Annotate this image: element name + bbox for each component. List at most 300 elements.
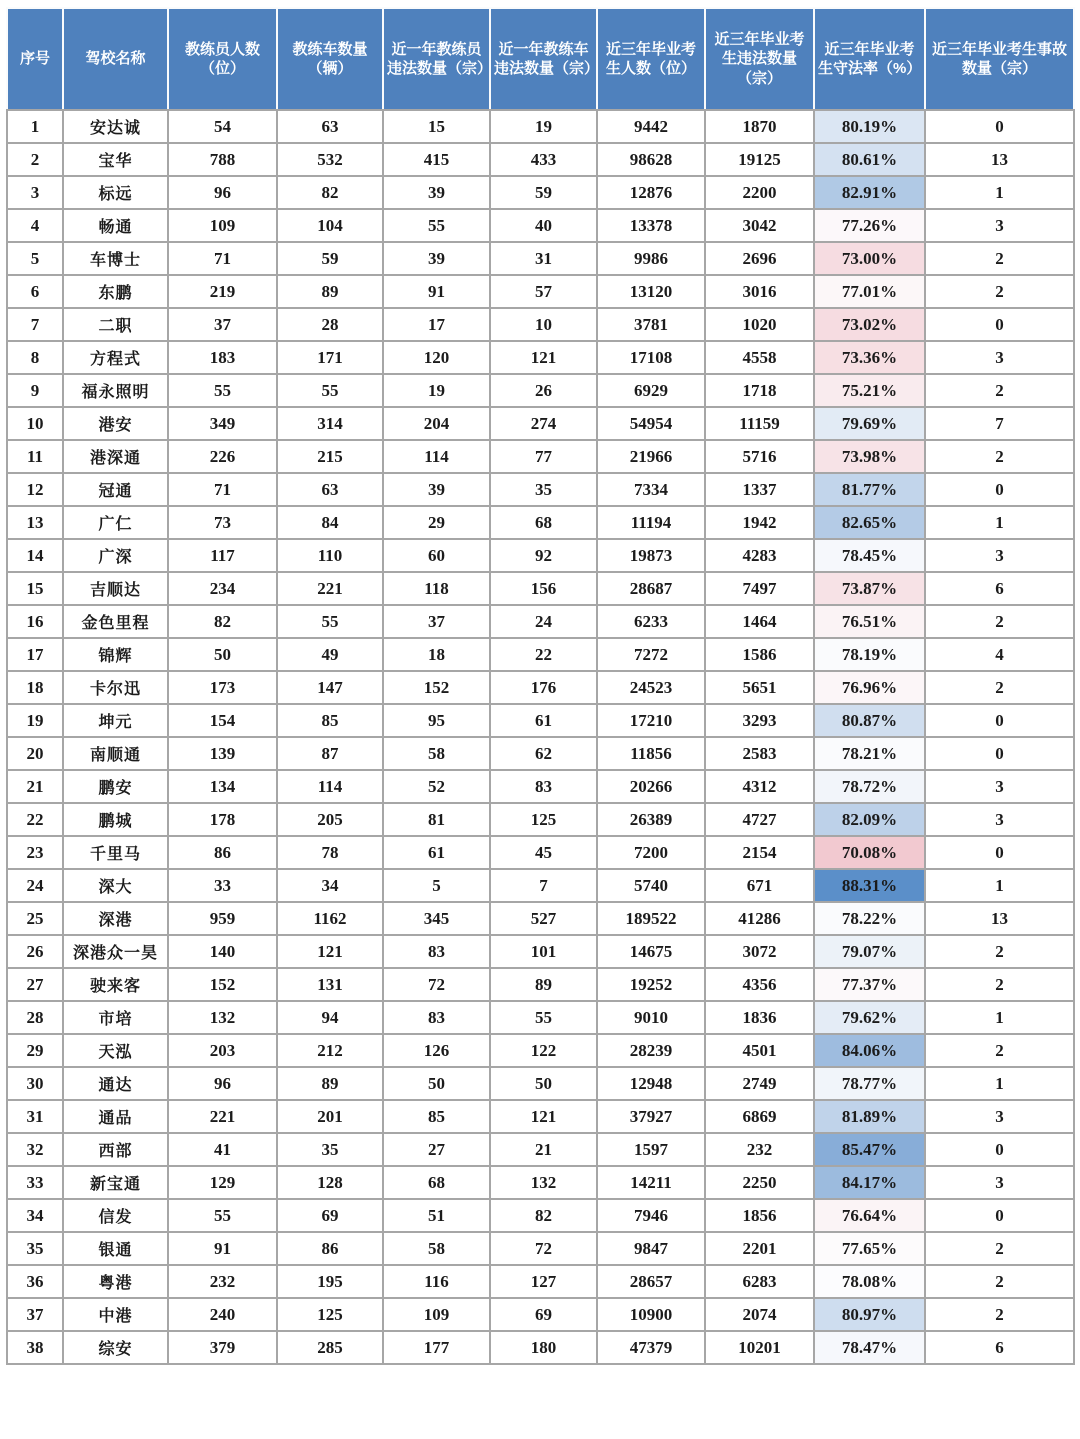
school-name-cell: 安达诚 — [63, 110, 168, 143]
serial-cell: 20 — [7, 737, 63, 770]
table-row — [7, 935, 1074, 968]
table-cell: 114 — [383, 440, 490, 473]
table-cell: 232 — [168, 1265, 277, 1298]
table-row — [7, 1265, 1074, 1298]
table-cell: 221 — [168, 1100, 277, 1133]
serial-cell: 25 — [7, 902, 63, 935]
table-cell: 83 — [383, 1001, 490, 1034]
table-cell: 85 — [277, 704, 383, 737]
table-cell: 5 — [383, 869, 490, 902]
school-name-cell: 深港 — [63, 902, 168, 935]
school-name-cell: 深港众一昊 — [63, 935, 168, 968]
serial-cell: 14 — [7, 539, 63, 572]
table-cell: 128 — [277, 1166, 383, 1199]
table-cell: 154 — [168, 704, 277, 737]
rate-cell: 73.98% — [814, 440, 925, 473]
table-cell: 91 — [168, 1232, 277, 1265]
table-cell: 2 — [925, 275, 1074, 308]
table-cell: 121 — [490, 1100, 597, 1133]
rate-cell: 82.91% — [814, 176, 925, 209]
table-cell: 7272 — [597, 638, 705, 671]
school-name-cell: 鹏城 — [63, 803, 168, 836]
school-name-cell: 东鹏 — [63, 275, 168, 308]
rate-cell: 80.61% — [814, 143, 925, 176]
table-cell: 35 — [490, 473, 597, 506]
table-cell: 2201 — [705, 1232, 814, 1265]
serial-cell: 3 — [7, 176, 63, 209]
table-cell: 11856 — [597, 737, 705, 770]
table-cell: 116 — [383, 1265, 490, 1298]
table-cell: 234 — [168, 572, 277, 605]
school-name-cell: 坤元 — [63, 704, 168, 737]
table-cell: 4312 — [705, 770, 814, 803]
table-row — [7, 605, 1074, 638]
serial-cell: 18 — [7, 671, 63, 704]
table-cell: 104 — [277, 209, 383, 242]
table-cell: 1020 — [705, 308, 814, 341]
table-cell: 140 — [168, 935, 277, 968]
serial-cell: 38 — [7, 1331, 63, 1364]
table-cell: 55 — [168, 1199, 277, 1232]
table-row — [7, 473, 1074, 506]
serial-cell: 30 — [7, 1067, 63, 1100]
school-name-cell: 畅通 — [63, 209, 168, 242]
rate-cell: 78.22% — [814, 902, 925, 935]
table-cell: 82 — [277, 176, 383, 209]
rate-cell: 73.87% — [814, 572, 925, 605]
table-cell: 177 — [383, 1331, 490, 1364]
table-cell: 532 — [277, 143, 383, 176]
rate-cell: 85.47% — [814, 1133, 925, 1166]
table-cell: 132 — [168, 1001, 277, 1034]
rate-cell: 78.21% — [814, 737, 925, 770]
table-cell: 24523 — [597, 671, 705, 704]
school-name-cell: 南顺通 — [63, 737, 168, 770]
table-cell: 0 — [925, 110, 1074, 143]
table-cell: 15 — [383, 110, 490, 143]
table-cell: 183 — [168, 341, 277, 374]
serial-cell: 24 — [7, 869, 63, 902]
table-row — [7, 407, 1074, 440]
table-row — [7, 1067, 1074, 1100]
table-cell: 7946 — [597, 1199, 705, 1232]
table-cell: 72 — [383, 968, 490, 1001]
table-cell: 77 — [490, 440, 597, 473]
table-cell: 89 — [277, 1067, 383, 1100]
table-cell: 415 — [383, 143, 490, 176]
table-cell: 9442 — [597, 110, 705, 143]
table-cell: 47379 — [597, 1331, 705, 1364]
table-cell: 39 — [383, 242, 490, 275]
school-name-cell: 广深 — [63, 539, 168, 572]
table-cell: 4727 — [705, 803, 814, 836]
table-cell: 152 — [168, 968, 277, 1001]
table-cell: 34 — [277, 869, 383, 902]
table-cell: 10900 — [597, 1298, 705, 1331]
table-cell: 2200 — [705, 176, 814, 209]
table-cell: 17 — [383, 308, 490, 341]
table-header — [7, 8, 1074, 110]
table-cell: 19252 — [597, 968, 705, 1001]
table-cell: 9986 — [597, 242, 705, 275]
serial-cell: 9 — [7, 374, 63, 407]
table-cell: 6283 — [705, 1265, 814, 1298]
table-cell: 96 — [168, 1067, 277, 1100]
school-name-cell: 综安 — [63, 1331, 168, 1364]
table-cell: 129 — [168, 1166, 277, 1199]
table-cell: 27 — [383, 1133, 490, 1166]
table-cell: 1 — [925, 1067, 1074, 1100]
table-cell: 173 — [168, 671, 277, 704]
table-cell: 2 — [925, 968, 1074, 1001]
table-cell: 68 — [490, 506, 597, 539]
table-cell: 3 — [925, 341, 1074, 374]
table-cell: 28239 — [597, 1034, 705, 1067]
table-cell: 17210 — [597, 704, 705, 737]
table-cell: 81 — [383, 803, 490, 836]
table-cell: 2 — [925, 440, 1074, 473]
table-row — [7, 869, 1074, 902]
table-cell: 84 — [277, 506, 383, 539]
table-cell: 50 — [490, 1067, 597, 1100]
table-cell: 2 — [925, 671, 1074, 704]
school-name-cell: 驶来客 — [63, 968, 168, 1001]
table-cell: 69 — [277, 1199, 383, 1232]
table-cell: 3072 — [705, 935, 814, 968]
school-name-cell: 金色里程 — [63, 605, 168, 638]
table-cell: 19873 — [597, 539, 705, 572]
school-name-cell: 冠通 — [63, 473, 168, 506]
table-cell: 39 — [383, 473, 490, 506]
table-cell: 2 — [925, 1232, 1074, 1265]
serial-cell: 6 — [7, 275, 63, 308]
table-cell: 671 — [705, 869, 814, 902]
table-cell: 1870 — [705, 110, 814, 143]
table-cell: 28657 — [597, 1265, 705, 1298]
column-header: 近三年毕业考生守法率（%） — [814, 8, 925, 110]
table-cell: 82 — [490, 1199, 597, 1232]
column-header: 驾校名称 — [63, 8, 168, 110]
table-cell: 232 — [705, 1133, 814, 1166]
rate-cell: 78.45% — [814, 539, 925, 572]
table-cell: 1942 — [705, 506, 814, 539]
serial-cell: 36 — [7, 1265, 63, 1298]
table-cell: 18 — [383, 638, 490, 671]
table-cell: 98628 — [597, 143, 705, 176]
table-cell: 87 — [277, 737, 383, 770]
table-row — [7, 110, 1074, 143]
table-cell: 92 — [490, 539, 597, 572]
table-cell: 9847 — [597, 1232, 705, 1265]
table-row — [7, 902, 1074, 935]
school-name-cell: 新宝通 — [63, 1166, 168, 1199]
table-cell: 7497 — [705, 572, 814, 605]
table-cell: 58 — [383, 1232, 490, 1265]
table-cell: 94 — [277, 1001, 383, 1034]
table-cell: 91 — [383, 275, 490, 308]
rate-cell: 84.17% — [814, 1166, 925, 1199]
table-cell: 189522 — [597, 902, 705, 935]
table-cell: 788 — [168, 143, 277, 176]
table-cell: 13 — [925, 143, 1074, 176]
table-cell: 2 — [925, 935, 1074, 968]
table-cell: 3 — [925, 539, 1074, 572]
table-cell: 125 — [277, 1298, 383, 1331]
rate-cell: 82.09% — [814, 803, 925, 836]
table-cell: 109 — [383, 1298, 490, 1331]
table-cell: 118 — [383, 572, 490, 605]
table-cell: 204 — [383, 407, 490, 440]
table-row — [7, 341, 1074, 374]
table-cell: 59 — [277, 242, 383, 275]
school-name-cell: 广仁 — [63, 506, 168, 539]
table-cell: 3781 — [597, 308, 705, 341]
rate-cell: 78.72% — [814, 770, 925, 803]
table-cell: 78 — [277, 836, 383, 869]
table-cell: 21966 — [597, 440, 705, 473]
table-cell: 1464 — [705, 605, 814, 638]
rate-cell: 73.02% — [814, 308, 925, 341]
table-cell: 60 — [383, 539, 490, 572]
table-cell: 50 — [383, 1067, 490, 1100]
table-cell: 171 — [277, 341, 383, 374]
school-name-cell: 市培 — [63, 1001, 168, 1034]
serial-cell: 7 — [7, 308, 63, 341]
table-cell: 13378 — [597, 209, 705, 242]
table-cell: 85 — [383, 1100, 490, 1133]
table-cell: 2 — [925, 242, 1074, 275]
table-row — [7, 1100, 1074, 1133]
table-row — [7, 836, 1074, 869]
table-cell: 2696 — [705, 242, 814, 275]
rate-cell: 79.62% — [814, 1001, 925, 1034]
table-cell: 2 — [925, 1034, 1074, 1067]
table-cell: 19 — [383, 374, 490, 407]
school-name-cell: 吉顺达 — [63, 572, 168, 605]
table-cell: 212 — [277, 1034, 383, 1067]
serial-cell: 37 — [7, 1298, 63, 1331]
table-cell: 219 — [168, 275, 277, 308]
serial-cell: 35 — [7, 1232, 63, 1265]
rate-cell: 81.89% — [814, 1100, 925, 1133]
table-cell: 13120 — [597, 275, 705, 308]
rate-cell: 80.19% — [814, 110, 925, 143]
rate-cell: 84.06% — [814, 1034, 925, 1067]
table-cell: 152 — [383, 671, 490, 704]
column-header: 近三年毕业考生事故数量（宗） — [925, 8, 1074, 110]
table-cell: 127 — [490, 1265, 597, 1298]
school-name-cell: 二职 — [63, 308, 168, 341]
table-cell: 73 — [168, 506, 277, 539]
table-row — [7, 770, 1074, 803]
table-cell: 1 — [925, 176, 1074, 209]
driving-school-stats-table — [6, 7, 1075, 1365]
table-row — [7, 1166, 1074, 1199]
table-cell: 7334 — [597, 473, 705, 506]
rate-cell: 80.97% — [814, 1298, 925, 1331]
table-cell: 7 — [925, 407, 1074, 440]
table-cell: 134 — [168, 770, 277, 803]
school-name-cell: 车博士 — [63, 242, 168, 275]
serial-cell: 2 — [7, 143, 63, 176]
table-cell: 12876 — [597, 176, 705, 209]
table-cell: 959 — [168, 902, 277, 935]
rate-cell: 75.21% — [814, 374, 925, 407]
table-cell: 59 — [490, 176, 597, 209]
school-name-cell: 西部 — [63, 1133, 168, 1166]
rate-cell: 73.36% — [814, 341, 925, 374]
table-cell: 55 — [383, 209, 490, 242]
table-cell: 345 — [383, 902, 490, 935]
school-name-cell: 粤港 — [63, 1265, 168, 1298]
table-cell: 11159 — [705, 407, 814, 440]
table-cell: 83 — [490, 770, 597, 803]
serial-cell: 11 — [7, 440, 63, 473]
table-cell: 5740 — [597, 869, 705, 902]
serial-cell: 10 — [7, 407, 63, 440]
table-row — [7, 671, 1074, 704]
rate-cell: 78.19% — [814, 638, 925, 671]
table-cell: 101 — [490, 935, 597, 968]
table-cell: 13 — [925, 902, 1074, 935]
table-cell: 19 — [490, 110, 597, 143]
rate-cell: 76.96% — [814, 671, 925, 704]
table-cell: 6 — [925, 572, 1074, 605]
serial-cell: 23 — [7, 836, 63, 869]
table-cell: 122 — [490, 1034, 597, 1067]
table-cell: 55 — [490, 1001, 597, 1034]
serial-cell: 8 — [7, 341, 63, 374]
table-cell: 4558 — [705, 341, 814, 374]
school-name-cell: 锦辉 — [63, 638, 168, 671]
table-cell: 1586 — [705, 638, 814, 671]
table-row — [7, 506, 1074, 539]
table-row — [7, 308, 1074, 341]
serial-cell: 5 — [7, 242, 63, 275]
column-header: 近三年毕业考生人数（位） — [597, 8, 705, 110]
table-row — [7, 1034, 1074, 1067]
table-cell: 0 — [925, 704, 1074, 737]
table-cell: 1 — [925, 1001, 1074, 1034]
table-cell: 2074 — [705, 1298, 814, 1331]
table-cell: 2 — [925, 374, 1074, 407]
table-cell: 1856 — [705, 1199, 814, 1232]
rate-cell: 79.69% — [814, 407, 925, 440]
serial-cell: 27 — [7, 968, 63, 1001]
school-name-cell: 信发 — [63, 1199, 168, 1232]
table-cell: 126 — [383, 1034, 490, 1067]
table-cell: 201 — [277, 1100, 383, 1133]
table-cell: 31 — [490, 242, 597, 275]
table-cell: 180 — [490, 1331, 597, 1364]
table-cell: 6233 — [597, 605, 705, 638]
table-cell: 2583 — [705, 737, 814, 770]
table-cell: 314 — [277, 407, 383, 440]
serial-cell: 28 — [7, 1001, 63, 1034]
rate-cell: 78.47% — [814, 1331, 925, 1364]
table-cell: 2250 — [705, 1166, 814, 1199]
serial-cell: 34 — [7, 1199, 63, 1232]
table-cell: 58 — [383, 737, 490, 770]
table-cell: 274 — [490, 407, 597, 440]
table-cell: 37 — [383, 605, 490, 638]
table-row — [7, 242, 1074, 275]
table-cell: 72 — [490, 1232, 597, 1265]
table-cell: 114 — [277, 770, 383, 803]
serial-cell: 31 — [7, 1100, 63, 1133]
rate-cell: 77.65% — [814, 1232, 925, 1265]
table-cell: 26 — [490, 374, 597, 407]
rate-cell: 78.08% — [814, 1265, 925, 1298]
table-cell: 41 — [168, 1133, 277, 1166]
table-row — [7, 1298, 1074, 1331]
serial-cell: 19 — [7, 704, 63, 737]
table-cell: 61 — [490, 704, 597, 737]
table-cell: 1836 — [705, 1001, 814, 1034]
table-cell: 2 — [925, 1265, 1074, 1298]
table-row — [7, 143, 1074, 176]
table-cell: 2749 — [705, 1067, 814, 1100]
table-cell: 4356 — [705, 968, 814, 1001]
table-cell: 527 — [490, 902, 597, 935]
table-cell: 0 — [925, 836, 1074, 869]
serial-cell: 13 — [7, 506, 63, 539]
table-row — [7, 176, 1074, 209]
header-row — [7, 8, 1074, 110]
table-cell: 156 — [490, 572, 597, 605]
serial-cell: 12 — [7, 473, 63, 506]
table-cell: 55 — [277, 374, 383, 407]
serial-cell: 33 — [7, 1166, 63, 1199]
table-cell: 51 — [383, 1199, 490, 1232]
table-cell: 55 — [277, 605, 383, 638]
table-cell: 110 — [277, 539, 383, 572]
table-cell: 4283 — [705, 539, 814, 572]
table-cell: 62 — [490, 737, 597, 770]
table-cell: 0 — [925, 308, 1074, 341]
table-cell: 69 — [490, 1298, 597, 1331]
table-row — [7, 968, 1074, 1001]
table-row — [7, 704, 1074, 737]
serial-cell: 16 — [7, 605, 63, 638]
table-cell: 52 — [383, 770, 490, 803]
table-cell: 17108 — [597, 341, 705, 374]
column-header: 近三年毕业考生违法数量（宗） — [705, 8, 814, 110]
table-cell: 3 — [925, 1100, 1074, 1133]
table-cell: 285 — [277, 1331, 383, 1364]
table-cell: 2 — [925, 1298, 1074, 1331]
table-cell: 86 — [168, 836, 277, 869]
table-cell: 63 — [277, 473, 383, 506]
table-cell: 240 — [168, 1298, 277, 1331]
school-name-cell: 港安 — [63, 407, 168, 440]
table-cell: 1597 — [597, 1133, 705, 1166]
serial-cell: 22 — [7, 803, 63, 836]
table-cell: 11194 — [597, 506, 705, 539]
table-row — [7, 374, 1074, 407]
school-name-cell: 宝华 — [63, 143, 168, 176]
table-cell: 109 — [168, 209, 277, 242]
table-cell: 19125 — [705, 143, 814, 176]
table-cell: 125 — [490, 803, 597, 836]
serial-cell: 17 — [7, 638, 63, 671]
table-cell: 82 — [168, 605, 277, 638]
table-cell: 178 — [168, 803, 277, 836]
table-cell: 0 — [925, 1199, 1074, 1232]
table-cell: 45 — [490, 836, 597, 869]
table-cell: 5716 — [705, 440, 814, 473]
column-header: 教练员人数（位） — [168, 8, 277, 110]
